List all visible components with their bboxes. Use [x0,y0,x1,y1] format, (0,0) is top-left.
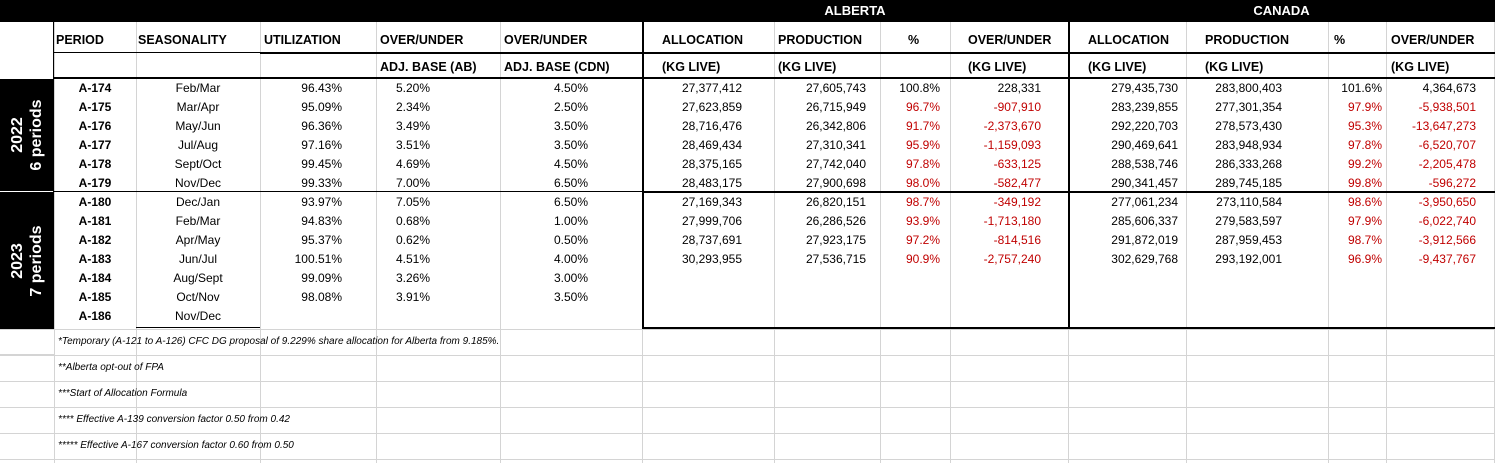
header-ab-allocation-unit: (KG LIVE) [662,60,721,74]
cell-ab-pct: 100.8% [899,81,940,95]
cell-cdn-ou: -596,272 [1428,176,1476,190]
grid-line [0,381,1495,382]
cell-ou-ab: 7.05% [395,195,430,209]
cell-cdn-ou: -13,647,273 [1411,119,1476,133]
footnote: *Temporary (A-121 to A-126) CFC DG proposal of 9.229% share allocation for Alberta from 9.185%. [58,336,500,347]
grid-line [0,354,54,355]
header-ab-pct: % [908,33,920,47]
cell-ab-prod: 27,923,175 [805,233,866,247]
cell-ou-cdn: 4.50% [553,81,588,95]
cell-ab-ou: 228,331 [997,81,1041,95]
year-label: 2023 [9,242,26,279]
cell-ab-ou: -1,713,180 [983,214,1041,228]
cell-ou-cdn: 6.50% [553,195,588,209]
cell-ab-alloc: 27,623,859 [681,100,742,114]
cell-cdn-pct: 101.6% [1341,81,1382,95]
periods-label: 7 periods [28,224,45,297]
cell-cdn-pct: 98.7% [1347,233,1382,247]
cell-period: A-179 [78,176,112,190]
cell-ab-pct: 91.7% [905,119,940,133]
cell-ab-alloc: 27,377,412 [681,81,742,95]
cell-ou-cdn: 4.00% [553,252,588,266]
header-cdn-pct: % [1334,33,1346,47]
cell-cdn-ou: -6,520,707 [1418,138,1476,152]
cell-cdn-alloc: 291,872,019 [1111,233,1178,247]
cell-ou-cdn: 4.50% [553,157,588,171]
header-cdn-over-under: OVER/UNDER [1391,33,1475,47]
cell-ab-ou: -582,477 [993,176,1041,190]
header-ab-allocation: ALLOCATION [662,33,744,47]
cell-ab-prod: 27,310,341 [805,138,866,152]
header-cdn-production-unit: (KG LIVE) [1205,60,1264,74]
cell-season: Nov/Dec [174,309,221,323]
cell-cdn-prod: 278,573,430 [1215,119,1282,133]
footnote: ***** Effective A-167 conversion factor 0.60 from 0.50 [58,440,294,451]
cell-ab-prod: 27,605,743 [805,81,866,95]
cell-ab-ou: -2,373,670 [983,119,1041,133]
cell-ab-ou: -1,159,093 [983,138,1041,152]
cell-cdn-ou: -9,437,767 [1418,252,1476,266]
cell-cdn-ou: -2,205,478 [1418,157,1476,171]
cell-cdn-prod: 279,583,597 [1215,214,1282,228]
cell-util: 95.37% [301,233,342,247]
cell-ou-cdn: 3.50% [553,290,588,304]
cell-period: A-180 [78,195,112,209]
cell-util: 93.97% [301,195,342,209]
cell-ab-pct: 97.2% [905,233,940,247]
cell-ab-alloc: 28,737,691 [681,233,742,247]
cell-period: A-185 [78,290,112,304]
cell-cdn-alloc: 288,538,746 [1111,157,1178,171]
cell-cdn-pct: 97.9% [1347,100,1382,114]
cell-ab-pct: 97.8% [905,157,940,171]
cell-ou-ab: 7.00% [395,176,430,190]
header-ab-over-under-unit: (KG LIVE) [968,60,1027,74]
cell-ab-prod: 27,536,715 [805,252,866,266]
cell-ou-ab: 0.68% [395,214,430,228]
cell-ou-ab: 0.62% [395,233,430,247]
cell-ou-ab: 4.51% [395,252,430,266]
header-ab-over-under: OVER/UNDER [968,33,1052,47]
cell-ab-pct: 90.9% [905,252,940,266]
cell-cdn-alloc: 283,239,855 [1111,100,1178,114]
cell-ab-ou: -633,125 [993,157,1041,171]
header-cdn-allocation-unit: (KG LIVE) [1088,60,1147,74]
cell-period: A-174 [78,81,112,95]
cell-period: A-184 [78,271,112,285]
cell-util: 94.83% [301,214,342,228]
cell-ou-ab: 3.26% [395,271,430,285]
header-utilization: UTILIZATION [264,33,341,47]
cell-util: 99.33% [301,176,342,190]
header-over-under-cdn-unit: ADJ. BASE (CDN) [504,60,610,74]
cell-ab-prod: 26,342,806 [805,119,866,133]
header-cdn-production: PRODUCTION [1205,33,1290,47]
cell-season: Aug/Sept [173,271,223,285]
periods-label: 6 periods [28,99,45,171]
cell-season: Nov/Dec [174,176,221,190]
cell-ou-cdn: 3.50% [553,119,588,133]
header-over-under-ab: OVER/UNDER [380,33,464,47]
footnote: **Alberta opt-out of FPA [58,362,164,373]
cell-ab-prod: 27,742,040 [805,157,866,171]
cell-ou-cdn: 3.00% [553,271,588,285]
cell-ab-prod: 27,900,698 [805,176,866,190]
cell-cdn-pct: 98.6% [1347,195,1382,209]
cell-ab-ou: -349,192 [993,195,1041,209]
cell-period: A-186 [78,309,112,323]
cell-season: Apr/May [175,233,221,247]
cell-period: A-176 [78,119,112,133]
cell-ou-cdn: 2.50% [553,100,588,114]
footnote: **** Effective A-139 conversion factor 0.50 from 0.42 [58,414,290,425]
cell-ab-alloc: 28,469,434 [681,138,742,152]
cell-period: A-178 [78,157,112,171]
cell-cdn-prod: 286,333,268 [1215,157,1282,171]
header-cdn-allocation: ALLOCATION [1088,33,1170,47]
cell-ab-pct: 98.7% [905,195,940,209]
cell-season: Feb/Mar [175,214,221,228]
header-seasonality: SEASONALITY [138,33,227,47]
cell-util: 97.16% [301,138,342,152]
header-cdn-over-under-unit: (KG LIVE) [1391,60,1450,74]
cell-season: Feb/Mar [175,81,221,95]
cell-ou-ab: 3.91% [395,290,430,304]
cell-ab-pct: 98.0% [905,176,940,190]
cell-season: Oct/Nov [176,290,220,304]
cell-ou-cdn: 1.00% [553,214,588,228]
year-block-2023 [0,192,54,329]
cell-cdn-pct: 99.8% [1347,176,1382,190]
cell-cdn-pct: 96.9% [1347,252,1382,266]
cell-cdn-alloc: 292,220,703 [1111,119,1178,133]
cell-ab-alloc: 28,375,165 [681,157,742,171]
cell-util: 96.36% [301,119,342,133]
cell-cdn-prod: 277,301,354 [1215,100,1282,114]
cell-cdn-prod: 289,745,185 [1215,176,1282,190]
cell-cdn-ou: -5,938,501 [1418,100,1476,114]
footnote: ***Start of Allocation Formula [58,388,188,399]
cell-cdn-alloc: 279,435,730 [1111,81,1178,95]
cell-cdn-prod: 283,800,403 [1215,81,1282,95]
header-ab-production: PRODUCTION [778,33,863,47]
cell-ou-ab: 2.34% [395,100,430,114]
header-ab-production-unit: (KG LIVE) [778,60,837,74]
cell-util: 96.43% [301,81,342,95]
cell-season: Sept/Oct [174,157,222,171]
cell-cdn-alloc: 290,469,641 [1111,138,1178,152]
cell-season: Dec/Jan [175,195,221,209]
cell-ou-ab: 5.20% [395,81,430,95]
cell-cdn-prod: 293,192,001 [1215,252,1282,266]
header-over-under-ab-unit: ADJ. BASE (AB) [380,60,477,74]
grid-line [260,53,1495,54]
cell-period: A-181 [78,214,112,228]
cell-cdn-pct: 99.2% [1347,157,1382,171]
year-label: 2022 [9,117,26,153]
cell-cdn-alloc: 302,629,768 [1111,252,1178,266]
region-title-canada: CANADA [1253,3,1310,18]
cell-ab-pct: 95.9% [905,138,940,152]
cell-ab-alloc: 28,483,175 [681,176,742,190]
cell-ab-pct: 93.9% [905,214,940,228]
cell-ab-alloc: 28,716,476 [681,119,742,133]
cell-ab-alloc: 30,293,955 [681,252,742,266]
cell-ou-ab: 3.49% [395,119,430,133]
grid-line [0,459,1495,460]
cell-ab-prod: 26,286,526 [805,214,866,228]
cell-util: 99.09% [301,271,342,285]
cell-cdn-ou: -3,912,566 [1418,233,1476,247]
cell-ab-prod: 26,820,151 [805,195,866,209]
cell-season: Jul/Aug [177,138,219,152]
cell-ab-ou: -814,516 [993,233,1041,247]
cell-period: A-177 [78,138,112,152]
cell-ou-cdn: 0.50% [553,233,588,247]
cell-period: A-175 [78,100,112,114]
cell-util: 95.09% [301,100,342,114]
header-over-under-cdn: OVER/UNDER [504,33,588,47]
cell-cdn-ou: 4,364,673 [1422,81,1476,95]
cell-ou-cdn: 6.50% [553,176,588,190]
cell-cdn-alloc: 290,341,457 [1111,176,1178,190]
cell-ou-cdn: 3.50% [553,138,588,152]
region-title-alberta: ALBERTA [824,3,886,18]
cell-cdn-prod: 287,959,453 [1215,233,1282,247]
header-period: PERIOD [56,33,104,47]
cell-ou-ab: 4.69% [395,157,430,171]
cell-season: Mar/Apr [176,100,220,114]
cell-ou-ab: 3.51% [395,138,430,152]
cell-season: Jun/Jul [178,252,218,266]
cell-cdn-alloc: 285,606,337 [1111,214,1178,228]
cell-cdn-ou: -6,022,740 [1418,214,1476,228]
year-block-2022 [0,79,54,191]
cell-util: 100.51% [294,252,342,266]
cell-util: 99.45% [301,157,342,171]
cell-ab-ou: -2,757,240 [983,252,1041,266]
cell-ab-alloc: 27,169,343 [681,195,742,209]
cell-season: May/Jun [175,119,221,133]
cell-ab-alloc: 27,999,706 [681,214,742,228]
cell-ab-prod: 26,715,949 [805,100,866,114]
grid-line [0,355,1495,356]
cell-cdn-prod: 273,110,584 [1216,195,1282,209]
cell-util: 98.08% [301,290,342,304]
grid-line [136,327,260,328]
cell-period: A-183 [78,252,112,266]
cell-period: A-182 [78,233,112,247]
cell-ab-ou: -907,910 [993,100,1041,114]
cell-cdn-pct: 97.9% [1347,214,1382,228]
cell-ab-pct: 96.7% [905,100,940,114]
cell-cdn-pct: 95.3% [1347,119,1382,133]
cell-cdn-pct: 97.8% [1347,138,1382,152]
cell-cdn-prod: 283,948,934 [1215,138,1282,152]
cell-cdn-ou: -3,950,650 [1418,195,1476,209]
cell-cdn-alloc: 277,061,234 [1111,195,1178,209]
